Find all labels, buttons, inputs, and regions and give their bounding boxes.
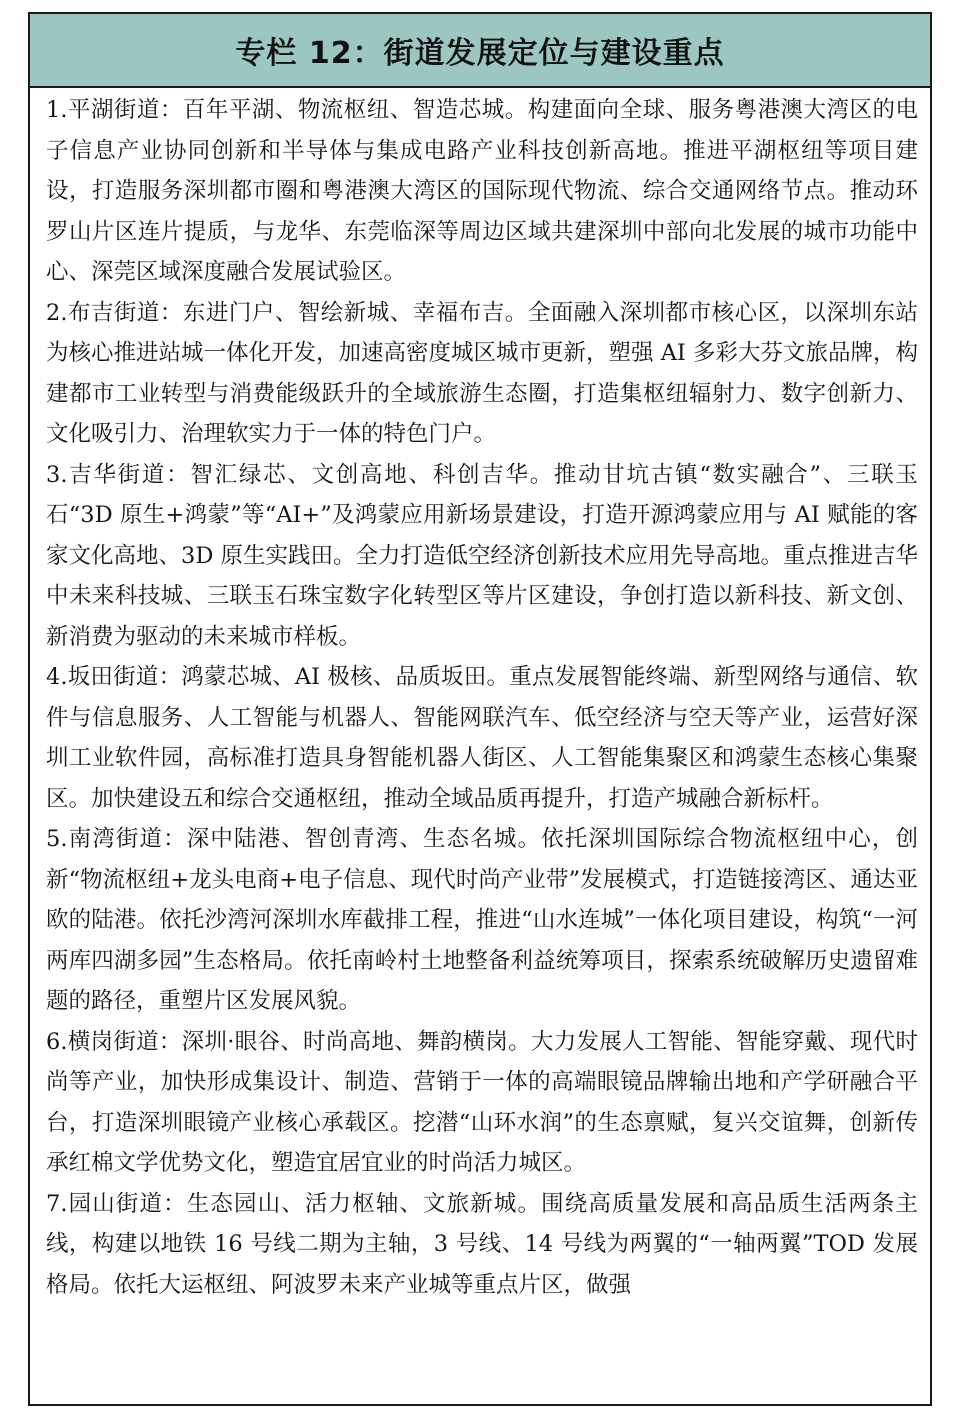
paragraph-bantian: 4.坂田街道：鸿蒙芯城、AI 极核、品质坂田。重点发展智能终端、新型网络与通信、软件与信息服务、人工智能与机器人、智能网联汽车、低空经济与空天等产业，运营好深圳工业软件园，高标准打造具身智能机器人街区、人工智能集聚区和鸿蒙生态核心集聚区。加快建设五和综合交通枢纽，推动全域品质再提升，打造产城融合新标杆。 <box>46 664 918 812</box>
paragraph-yuanshan: 7.园山街道：生态园山、活力枢轴、文旅新城。围绕高质量发展和高品质生活两条主线，构建以地铁 16 号线二期为主轴，3 号线、14 号线为两翼的“一轴两翼”TOD 发展格局。依托大运枢纽、阿波罗未来产业城等重点片区，做强 <box>46 1190 918 1298</box>
paragraph-buji: 2.布吉街道：东进门户、智绘新城、幸福布吉。全面融入深圳都市核心区，以深圳东站为核心推进站城一体化开发，加速高密度城区城市更新，塑强 AI 多彩大芬文旅品牌，构建都市工业转型与消费能级跃升的全域旅游生态圈，打造集枢纽辐射力、数字创新力、文化吸引力、治理软实力于一体的特色门户。 <box>46 299 918 447</box>
paragraph-pinghu: 1.平湖街道：百年平湖、物流枢纽、智造芯城。构建面向全球、服务粤港澳大湾区的电子信息产业协同创新和半导体与集成电路产业科技创新高地。推进平湖枢纽等项目建设，打造服务深圳都市圈和粤港澳大湾区的国际现代物流、综合交通网络节点。推动环罗山片区连片提质，与龙华、东莞临深等周边区域共建深圳中部向北发展的城市功能中心、深莞区域深度融合发展试验区。 <box>46 97 918 285</box>
column-box <box>28 12 932 1406</box>
paragraph-jihua: 3.吉华街道：智汇绿芯、文创高地、科创吉华。推动甘坑古镇“数实融合”、三联玉石“3D 原生+鸿蒙”等“AI+”及鸿蒙应用新场景建设，打造开源鸿蒙应用与 AI 赋能的客家文化高地、3D 原生实践田。全力打造低空经济创新技术应用先导高地。重点推进吉华中未来科技城、三联玉石珠宝数字化转型区等片区建设，争创打造以新科技、新文创、新消费为驱动的未来城市样板。 <box>46 461 919 650</box>
paragraph-nanwan: 5.南湾街道：深中陆港、智创青湾、生态名城。依托深圳国际综合物流枢纽中心，创新“物流枢纽+龙头电商+电子信息、现代时尚产业带”发展模式，打造链接湾区、通达亚欧的陆港。依托沙湾河深圳水库截排工程，推进“山水连城”一体化项目建设，构筑“一河两库四湖多园”生态格局。依托南岭村土地整备利益统筹项目，探索系统破解历史遗留难题的路径，重塑片区发展风貌。 <box>46 826 918 1014</box>
column-content <box>30 88 930 1305</box>
column-title: 专栏 12：街道发展定位与建设重点 <box>30 14 930 88</box>
paragraph-henggang: 6.横岗街道：深圳·眼谷、时尚高地、舞韵横岗。大力发展人工智能、智能穿戴、现代时尚等产业，加快形成集设计、制造、营销于一体的高端眼镜品牌输出地和产学研融合平台，打造深圳眼镜产业核心承载区。挖潜“山环水润”的生态禀赋，复兴交谊舞，创新传承红棉文学优势文化，塑造宜居宜业的时尚活力城区。 <box>46 1028 918 1176</box>
